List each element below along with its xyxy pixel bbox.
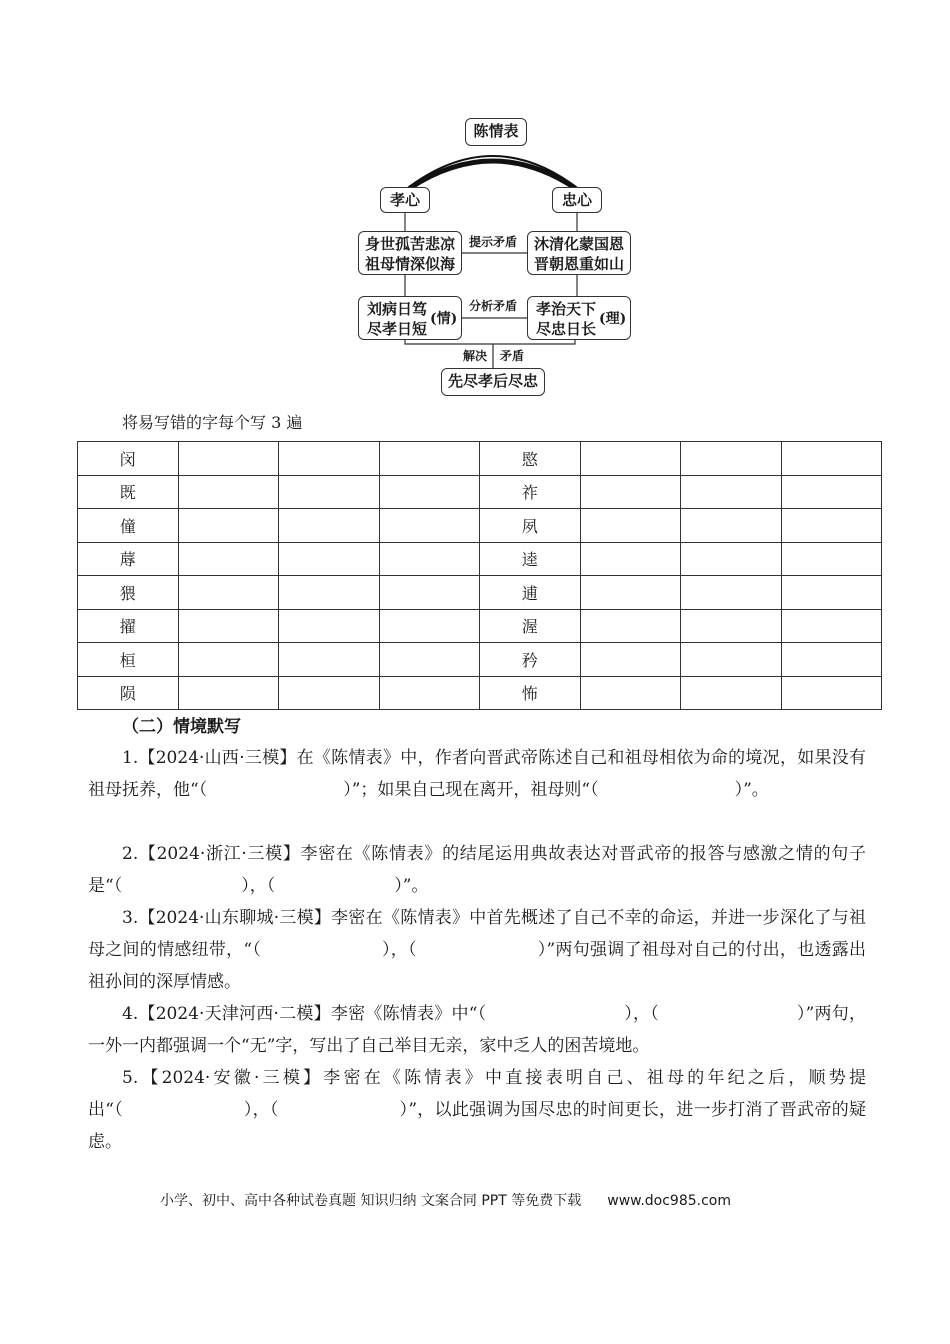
- char-table-body: [78, 442, 882, 710]
- practice-cell[interactable]: [580, 475, 681, 509]
- char-cell-right: 怖: [480, 676, 581, 710]
- practice-cell[interactable]: [781, 643, 882, 677]
- char-cell-left: 猥: [78, 576, 179, 610]
- r2-line1: 孝治天下: [536, 300, 597, 318]
- practice-cell[interactable]: [178, 643, 279, 677]
- practice-cell[interactable]: [379, 576, 480, 610]
- practice-cell[interactable]: [580, 676, 681, 710]
- table-row: [78, 609, 882, 643]
- practice-cell[interactable]: [279, 442, 380, 476]
- diagram-left-level1: [358, 231, 462, 275]
- l1-line2: 祖母情深似海: [364, 255, 455, 273]
- practice-cell[interactable]: [580, 442, 681, 476]
- link-resolve: 解决: [463, 349, 488, 363]
- table-row: [78, 643, 882, 677]
- char-practice-table: [77, 441, 882, 710]
- footer-text: 小学、初中、高中各种试卷真题 知识归纳 文案合同 PPT 等免费下载: [160, 1193, 582, 1209]
- practice-cell[interactable]: [781, 475, 882, 509]
- l1-line1: 身世孤苦悲凉: [364, 235, 455, 253]
- footer-site-link[interactable]: www.doc985.com: [607, 1193, 731, 1209]
- practice-cell[interactable]: [279, 643, 380, 677]
- link-reveal-conflict: 提示矛盾: [469, 235, 518, 249]
- char-cell-left: 陨: [78, 676, 179, 710]
- table-row: [78, 442, 882, 476]
- practice-cell[interactable]: [379, 542, 480, 576]
- mind-map-diagram: [355, 112, 635, 402]
- question-5: 5.【2024·安徽·三模】李密在《陈情表》中直接表明自己、祖母的年纪之后，顺势提出“（ ），（ ）”，以此强调为国尽忠的时间更长，进一步打消了晋武帝的疑虑。: [88, 1068, 866, 1152]
- r2-line2: 尽忠日长: [536, 320, 597, 338]
- practice-cell[interactable]: [681, 609, 782, 643]
- char-cell-left: 闵: [78, 442, 179, 476]
- char-cell-right: 愍: [480, 442, 581, 476]
- link-analyze-conflict: 分析矛盾: [469, 299, 518, 313]
- left-label: 孝心: [389, 191, 420, 209]
- practice-cell[interactable]: [279, 676, 380, 710]
- practice-cell[interactable]: [781, 542, 882, 576]
- practice-cell[interactable]: [279, 542, 380, 576]
- char-cell-right: 矜: [480, 643, 581, 677]
- table-row: [78, 475, 882, 509]
- practice-cell[interactable]: [379, 509, 480, 543]
- practice-cell[interactable]: [379, 609, 480, 643]
- practice-cell[interactable]: [681, 576, 782, 610]
- char-cell-right: 逋: [480, 576, 581, 610]
- practice-cell[interactable]: [781, 442, 882, 476]
- practice-cell[interactable]: [279, 576, 380, 610]
- table-row: [78, 676, 882, 710]
- practice-cell[interactable]: [580, 609, 681, 643]
- practice-cell[interactable]: [781, 509, 882, 543]
- l2-tag: (情): [430, 311, 458, 327]
- char-cell-right: 祚: [480, 475, 581, 509]
- diagram-left-node: [380, 187, 430, 213]
- practice-cell[interactable]: [580, 576, 681, 610]
- practice-cell[interactable]: [379, 442, 480, 476]
- practice-cell[interactable]: [379, 643, 480, 677]
- diagram-right-node: [552, 187, 602, 213]
- diagram-right-level1: [527, 231, 631, 275]
- practice-cell[interactable]: [178, 609, 279, 643]
- practice-cell[interactable]: [580, 542, 681, 576]
- practice-cell[interactable]: [279, 475, 380, 509]
- table-row: [78, 542, 882, 576]
- diagram-left-level2: [358, 296, 462, 340]
- practice-cell[interactable]: [681, 542, 782, 576]
- char-cell-left: 僮: [78, 509, 179, 543]
- table-row: [78, 509, 882, 543]
- practice-cell[interactable]: [279, 609, 380, 643]
- practice-cell[interactable]: [681, 643, 782, 677]
- char-cell-right: 夙: [480, 509, 581, 543]
- root-label: 陈情表: [473, 122, 519, 140]
- l2-line1: 刘病日笃: [367, 300, 428, 318]
- table-row: [78, 576, 882, 610]
- practice-cell[interactable]: [580, 509, 681, 543]
- r2-tag: (理): [599, 311, 627, 327]
- writing-instruction: 将易写错的字每个写 3 遍: [122, 413, 303, 432]
- question-3: 3.【2024·山东聊城·三模】李密在《陈情表》中首先概述了自己不幸的命运，并进一步深化了与祖母之间的情感纽带，“（ ），（ ）”两句强调了祖母对自己的付出，也透露出祖孙间的深厚情感。: [88, 908, 866, 992]
- practice-cell[interactable]: [781, 609, 882, 643]
- page-footer: [160, 1190, 731, 1210]
- practice-cell[interactable]: [681, 475, 782, 509]
- bottom-label: 先尽孝后尽忠: [447, 372, 538, 390]
- right-label: 忠心: [561, 191, 592, 209]
- r1-line2: 晋朝恩重如山: [533, 255, 624, 273]
- practice-cell[interactable]: [379, 676, 480, 710]
- diagram-root-node: [465, 118, 527, 146]
- question-1: 1.【2024·山西·三模】在《陈情表》中，作者向晋武帝陈述自己和祖母相依为命的境况，如果没有祖母抚养，他“（ ）”；如果自己现在离开，祖母则“（ ）”。: [88, 748, 866, 800]
- practice-cell[interactable]: [178, 542, 279, 576]
- char-cell-left: 既: [78, 475, 179, 509]
- practice-cell[interactable]: [379, 475, 480, 509]
- char-cell-right: 逵: [480, 542, 581, 576]
- practice-cell[interactable]: [178, 442, 279, 476]
- practice-cell[interactable]: [178, 475, 279, 509]
- diagram-right-level2: [527, 296, 631, 340]
- practice-cell[interactable]: [681, 509, 782, 543]
- practice-cell[interactable]: [279, 509, 380, 543]
- question-4: 4.【2024·天津河西·二模】李密《陈情表》中“（ ），（ ）”两句，一外一内都强调一个“无”字，写出了自己举目无亲，家中乏人的困苦境地。: [88, 1004, 866, 1056]
- practice-cell[interactable]: [781, 576, 882, 610]
- section-title: （二）情境默写: [122, 717, 241, 737]
- question-2: 2.【2024·浙江·三模】李密在《陈情表》的结尾运用典故表达对晋武帝的报答与感激之情的句子是“（ ），（ ）”。: [88, 844, 866, 896]
- practice-cell[interactable]: [580, 643, 681, 677]
- practice-cell[interactable]: [781, 676, 882, 710]
- r1-line1: 沐清化蒙国恩: [533, 235, 624, 253]
- char-cell-left: 桓: [78, 643, 179, 677]
- practice-cell[interactable]: [681, 442, 782, 476]
- practice-cell[interactable]: [681, 676, 782, 710]
- practice-cell[interactable]: [178, 676, 279, 710]
- practice-cell[interactable]: [178, 576, 279, 610]
- diagram-bottom-node: [441, 368, 545, 396]
- char-cell-left: 蓐: [78, 542, 179, 576]
- l2-line2: 尽孝日短: [367, 320, 428, 338]
- link-conflict: 矛盾: [500, 349, 525, 363]
- practice-cell[interactable]: [178, 509, 279, 543]
- char-cell-left: 擢: [78, 609, 179, 643]
- char-cell-right: 渥: [480, 609, 581, 643]
